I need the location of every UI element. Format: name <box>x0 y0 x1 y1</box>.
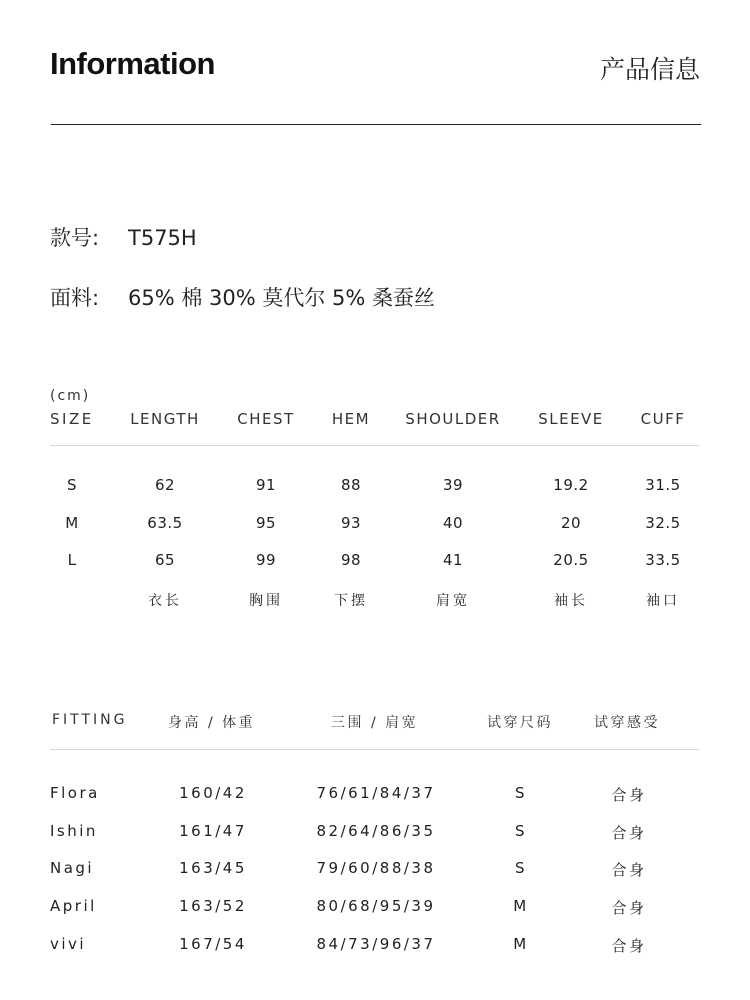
style-number-value: T575H <box>128 226 197 250</box>
size-cell: 99 <box>255 551 277 569</box>
size-cn-label: 袖口 <box>646 593 680 609</box>
fitting-cell: 合身 <box>611 786 647 804</box>
fitting-cell: 79/60/88/38 <box>316 859 436 877</box>
fitting-header: FITTING <box>52 712 128 728</box>
fitting-cell: M <box>513 935 529 953</box>
size-table-divider <box>50 445 699 446</box>
size-cell: 32.5 <box>645 514 681 532</box>
size-cell: 63.5 <box>147 514 183 532</box>
size-cell: 39 <box>442 476 464 494</box>
fitting-header: 试穿尺码 <box>487 715 553 731</box>
size-cell: 95 <box>255 514 277 532</box>
size-cell: 20.5 <box>553 551 589 569</box>
size-cell: 19.2 <box>553 476 589 494</box>
fitting-cell: 163/45 <box>179 859 247 877</box>
fitting-cell: 80/68/95/39 <box>316 897 436 915</box>
fitting-cell: 160/42 <box>179 784 247 802</box>
size-cn-label: 衣长 <box>148 593 182 609</box>
fitting-cell: 合身 <box>611 861 647 879</box>
fitting-cell: 合身 <box>611 824 647 842</box>
fitting-cell: M <box>513 897 529 915</box>
fitting-model-name: vivi <box>50 935 87 953</box>
header-divider <box>51 124 701 125</box>
fabric-value: 65% 棉 30% 莫代尔 5% 桑蚕丝 <box>128 286 436 310</box>
fitting-cell: S <box>514 784 528 802</box>
fabric-label: 面料: <box>50 286 100 310</box>
size-header-sleeve: SLEEVE <box>538 410 604 428</box>
size-header-chest: CHEST <box>237 410 295 428</box>
fitting-model-name: Nagi <box>50 859 95 877</box>
page-title-en: Information <box>50 46 215 81</box>
style-number-label: 款号: <box>50 226 100 250</box>
size-cell: 88 <box>340 476 362 494</box>
size-cell: 91 <box>255 476 277 494</box>
page-title-zh: 产品信息 <box>599 55 700 84</box>
size-header-shoulder: SHOULDER <box>405 410 501 428</box>
size-cell: 93 <box>340 514 362 532</box>
fabric-row <box>50 282 435 312</box>
size-header-length: LENGTH <box>130 410 200 428</box>
fitting-table-divider <box>50 749 699 750</box>
fitting-header: 试穿感受 <box>594 715 660 731</box>
fitting-cell: 76/61/84/37 <box>316 784 436 802</box>
size-cell: 98 <box>340 551 362 569</box>
size-cell: 62 <box>154 476 176 494</box>
size-cell: S <box>66 476 78 494</box>
fitting-cell: 合身 <box>611 937 647 955</box>
fitting-cell: 161/47 <box>179 822 247 840</box>
size-cell: M <box>65 514 79 532</box>
fitting-model-name: April <box>50 897 97 915</box>
fitting-model-name: Ishin <box>50 822 98 840</box>
fitting-model-name: Flora <box>50 784 100 802</box>
fitting-cell: 163/52 <box>179 897 247 915</box>
size-header-hem: HEM <box>331 410 371 428</box>
size-cell: 33.5 <box>645 551 681 569</box>
size-cn-label: 袖长 <box>554 593 588 609</box>
size-cell: 65 <box>154 551 176 569</box>
size-header-size: SIZE <box>50 410 94 428</box>
fitting-header: 三围 / 肩宽 <box>331 715 419 731</box>
fitting-header: 身高 / 体重 <box>168 715 256 731</box>
size-cn-label: 肩宽 <box>436 593 470 609</box>
size-cn-label: 胸围 <box>249 593 283 609</box>
size-cn-label: 下摆 <box>334 593 368 609</box>
fitting-cell: 82/64/86/35 <box>316 822 436 840</box>
size-cell: L <box>67 551 77 569</box>
size-cell: 20 <box>560 514 582 532</box>
size-cell: 41 <box>442 551 464 569</box>
fitting-cell: S <box>514 822 528 840</box>
fitting-cell: 167/54 <box>179 935 247 953</box>
size-header-cuff: CUFF <box>640 410 686 428</box>
size-cell: 31.5 <box>645 476 681 494</box>
fitting-cell: S <box>514 859 528 877</box>
size-cell: 40 <box>442 514 464 532</box>
style-number-row <box>50 222 197 252</box>
fitting-cell: 合身 <box>611 899 647 917</box>
unit-label: (cm) <box>50 388 91 404</box>
fitting-cell: 84/73/96/37 <box>316 935 436 953</box>
